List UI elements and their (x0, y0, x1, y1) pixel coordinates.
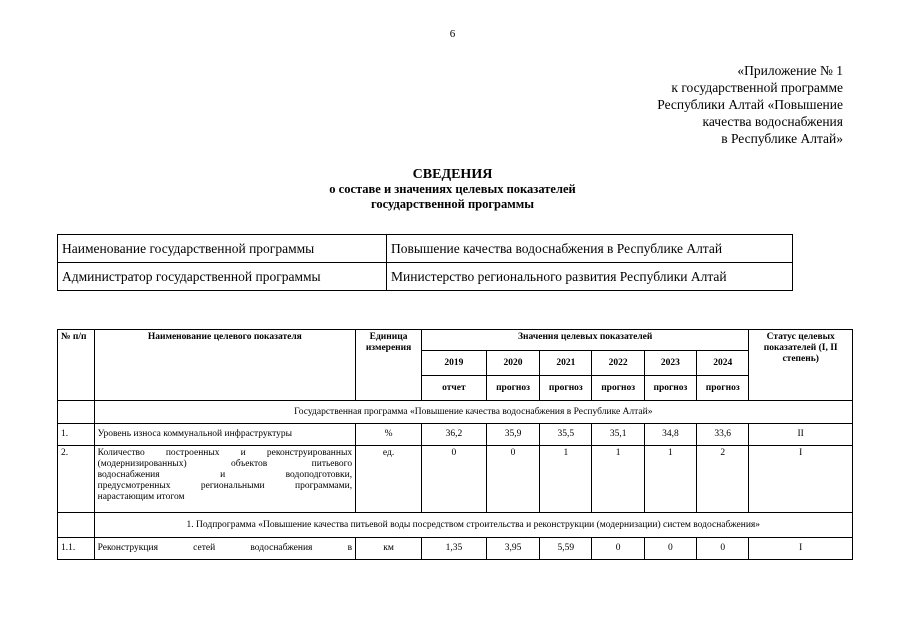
value-cell: 35,1 (592, 424, 644, 446)
col-header-name: Наименование целевого показателя (94, 330, 356, 401)
row-name-line: Количество построенных и реконструированных (97, 448, 353, 458)
year-type-cell: прогноз (486, 376, 539, 401)
col-header-num: № п/п (58, 330, 95, 401)
heading-subtitle: государственной программы (370, 197, 535, 211)
year-type-cell: отчет (422, 376, 487, 401)
section-row (58, 513, 853, 538)
section-title: Государственная программа «Повышение качества водоснабжения в Республике Алтай» (94, 401, 852, 424)
year-cell: 2021 (540, 351, 592, 376)
value-cell: 34,8 (644, 424, 696, 446)
table-row (58, 538, 853, 560)
value-cell: 5,59 (540, 538, 592, 560)
value-cell: 1,35 (422, 538, 487, 560)
value-cell: 35,5 (540, 424, 592, 446)
row-unit: % (356, 424, 422, 446)
year-cell: 2020 (486, 351, 539, 376)
row-name: Реконструкция сетей водоснабжения в (94, 538, 356, 560)
page-number: 6 (449, 28, 456, 40)
value-cell: 2 (697, 446, 749, 513)
row-status: I (749, 538, 853, 560)
section-row (58, 401, 853, 424)
appendix-note (657, 62, 843, 147)
header-row (58, 330, 853, 351)
value-cell: 35,9 (486, 424, 539, 446)
row-name-line: нарастающим итогом (97, 492, 185, 502)
appendix-line: в Республике Алтай» (721, 131, 843, 146)
document-title: СВЕДЕНИЯ (412, 167, 493, 182)
row-unit: км (356, 538, 422, 560)
value-cell: 0 (644, 538, 696, 560)
heading-subtitle: о составе и значениях целевых показателей (329, 182, 576, 196)
appendix-line: «Приложение № 1 (737, 63, 843, 78)
program-name-value: Повышение качества водоснабжения в Республике Алтай (387, 235, 793, 263)
year-type-cell: прогноз (592, 376, 644, 401)
value-cell: 0 (486, 446, 539, 513)
value-cell: 3,95 (486, 538, 539, 560)
document-heading (0, 167, 905, 212)
program-admin-value: Министерство регионального развития Республики Алтай (387, 263, 793, 291)
row-unit: ед. (356, 446, 422, 513)
col-header-status: Статус целевых показателей (I, II степень) (749, 330, 853, 401)
value-cell: 1 (540, 446, 592, 513)
indicators-table (57, 329, 853, 560)
col-header-unit: Единица измерения (356, 330, 422, 401)
value-cell: 1 (644, 446, 696, 513)
program-admin-row (58, 263, 793, 291)
program-name-label: Наименование государственной программы (58, 235, 387, 263)
appendix-line: Республики Алтай «Повышение (657, 97, 843, 112)
value-cell: 33,6 (697, 424, 749, 446)
year-cell: 2019 (422, 351, 487, 376)
year-type-cell: прогноз (697, 376, 749, 401)
program-name-row (58, 235, 793, 263)
row-name: Уровень износа коммунальной инфраструктуры (94, 424, 356, 446)
row-status: II (749, 424, 853, 446)
col-header-values: Значения целевых показателей (422, 330, 749, 351)
value-cell: 0 (422, 446, 487, 513)
table-row (58, 446, 853, 513)
program-admin-label: Администратор государственной программы (58, 263, 387, 291)
row-name-line: водоснабжения и водоподготовки, (97, 470, 353, 480)
row-num: 1. (58, 424, 95, 446)
program-info-table (57, 234, 793, 291)
row-num: 2. (58, 446, 95, 513)
table-row (58, 424, 853, 446)
row-num: 1.1. (58, 538, 95, 560)
year-type-cell: прогноз (540, 376, 592, 401)
row-status: I (749, 446, 853, 513)
row-name (94, 446, 356, 513)
value-cell: 0 (697, 538, 749, 560)
appendix-line: качества водоснабжения (702, 114, 843, 129)
value-cell: 1 (592, 446, 644, 513)
row-name-line: (модернизированных) объектов питьевого (97, 459, 353, 469)
year-cell: 2023 (644, 351, 696, 376)
year-cell: 2022 (592, 351, 644, 376)
row-name-line: предусмотренных региональными программами, (97, 481, 353, 491)
value-cell: 36,2 (422, 424, 487, 446)
appendix-line: к государственной программе (671, 80, 843, 95)
value-cell: 0 (592, 538, 644, 560)
year-type-cell: прогноз (644, 376, 696, 401)
section-title: 1. Подпрограмма «Повышение качества питьевой воды посредством строительства и реконструкции (модернизации) систем водоснабжения» (94, 513, 852, 538)
year-cell: 2024 (697, 351, 749, 376)
